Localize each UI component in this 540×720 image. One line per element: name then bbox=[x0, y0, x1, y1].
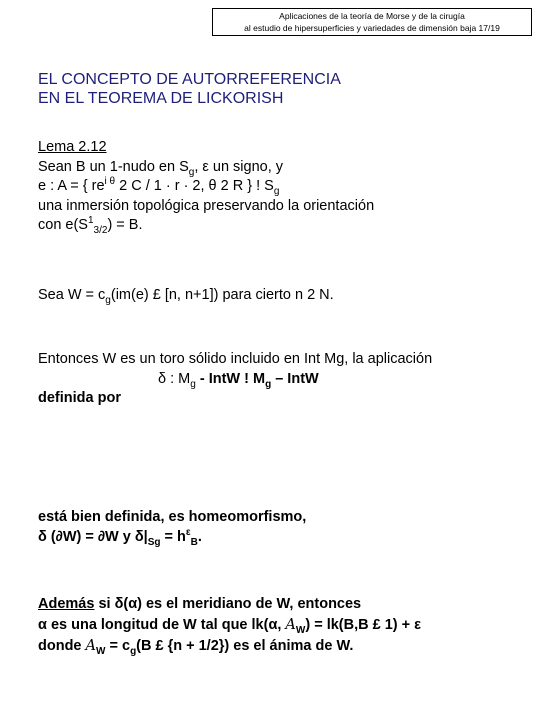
lema-superscript: i θ bbox=[104, 176, 116, 188]
esta-line-1: está bien definida, es homeomorfismo, bbox=[38, 509, 307, 525]
lema-text: con e(S bbox=[38, 217, 88, 233]
ademas-text: α es una longitud de W tal que lk(α, bbox=[38, 617, 286, 633]
ademas-text: (B £ {n + 1/2}) es el ánima de W. bbox=[136, 638, 354, 654]
lema-block bbox=[38, 138, 374, 236]
map-text: – IntW bbox=[271, 370, 319, 387]
esta-subscript: B bbox=[190, 536, 198, 548]
ademas-text: ) = lk(B,B £ 1) + ε bbox=[305, 617, 422, 633]
esta-block bbox=[38, 508, 306, 547]
lema-text: , ε un signo, y bbox=[194, 158, 284, 175]
map-subscript: g bbox=[265, 378, 272, 390]
ademas-underlined: Además bbox=[38, 596, 95, 612]
sea-subscript: g bbox=[105, 294, 111, 306]
title-line-1: EL CONCEPTO DE AUTORREFERENCIA bbox=[38, 71, 341, 88]
lema-line-5 bbox=[38, 216, 374, 236]
lema-superscript: 1 bbox=[87, 215, 94, 227]
lema-line-3 bbox=[38, 177, 374, 197]
header-line-2: al estudio de hipersuperficies y variedades de dimensión baja 17/19 bbox=[244, 23, 500, 33]
title-line-2: EN EL TEOREMA DE LICKORISH bbox=[38, 90, 284, 107]
esta-superscript: ε bbox=[185, 526, 191, 538]
lema-label: Lema 2.12 bbox=[38, 139, 107, 155]
ademas-line-3 bbox=[38, 636, 421, 657]
esta-subscript: Sg bbox=[147, 536, 161, 548]
sea-text: (im(e) £ [n, n+1]) para cierto n 2 N. bbox=[110, 287, 334, 303]
lema-subscript: g bbox=[273, 185, 280, 197]
lema-text: 2 C / 1 · r · 2, θ 2 R } ! S bbox=[115, 178, 274, 194]
esta-text: δ (∂W) = ∂W y δ| bbox=[38, 528, 148, 545]
lema-line-4: una inmersión topológica preservando la orientación bbox=[38, 197, 375, 214]
esta-text: = h bbox=[160, 528, 186, 545]
ademas-subscript: W bbox=[295, 624, 306, 636]
lema-subscript: 3/2 bbox=[93, 224, 108, 236]
ademas-subscript: W bbox=[96, 645, 106, 657]
esta-text: . bbox=[197, 528, 202, 545]
sea-line bbox=[38, 286, 334, 306]
ademas-text: donde bbox=[38, 638, 86, 654]
ademas-line-2 bbox=[38, 615, 421, 636]
page-title bbox=[38, 70, 341, 108]
entonces-line-2 bbox=[38, 370, 432, 390]
header-box bbox=[212, 8, 532, 36]
ademas-subscript: g bbox=[130, 645, 137, 657]
header-line-1: Aplicaciones de la teoría de Morse y de la cirugía bbox=[279, 11, 465, 21]
lema-line-2 bbox=[38, 158, 374, 178]
map-text: - IntW ! M bbox=[195, 370, 266, 387]
script-a-symbol: A bbox=[285, 617, 296, 633]
lema-subscript: g bbox=[188, 166, 195, 178]
map-subscript: g bbox=[190, 378, 196, 390]
lema-text: e : A = { re bbox=[38, 178, 105, 194]
ademas-block bbox=[38, 594, 421, 657]
sea-text: Sea W = c bbox=[38, 287, 106, 303]
entonces-block bbox=[38, 350, 432, 409]
map-text: δ : M bbox=[158, 370, 191, 387]
ademas-text: = c bbox=[105, 638, 131, 654]
ademas-text: si δ(α) es el meridiano de W, entonces bbox=[94, 596, 362, 612]
ademas-line-1 bbox=[38, 594, 421, 615]
lema-text: Sean B un 1-nudo en S bbox=[38, 158, 189, 175]
entonces-line-3: definida por bbox=[38, 390, 121, 406]
entonces-line-1: Entonces W es un toro sólido incluido en Int Mg, la aplicación bbox=[38, 351, 433, 367]
script-a-symbol: A bbox=[85, 638, 97, 654]
esta-line-2 bbox=[38, 528, 306, 548]
lema-text: ) = B. bbox=[107, 217, 143, 233]
